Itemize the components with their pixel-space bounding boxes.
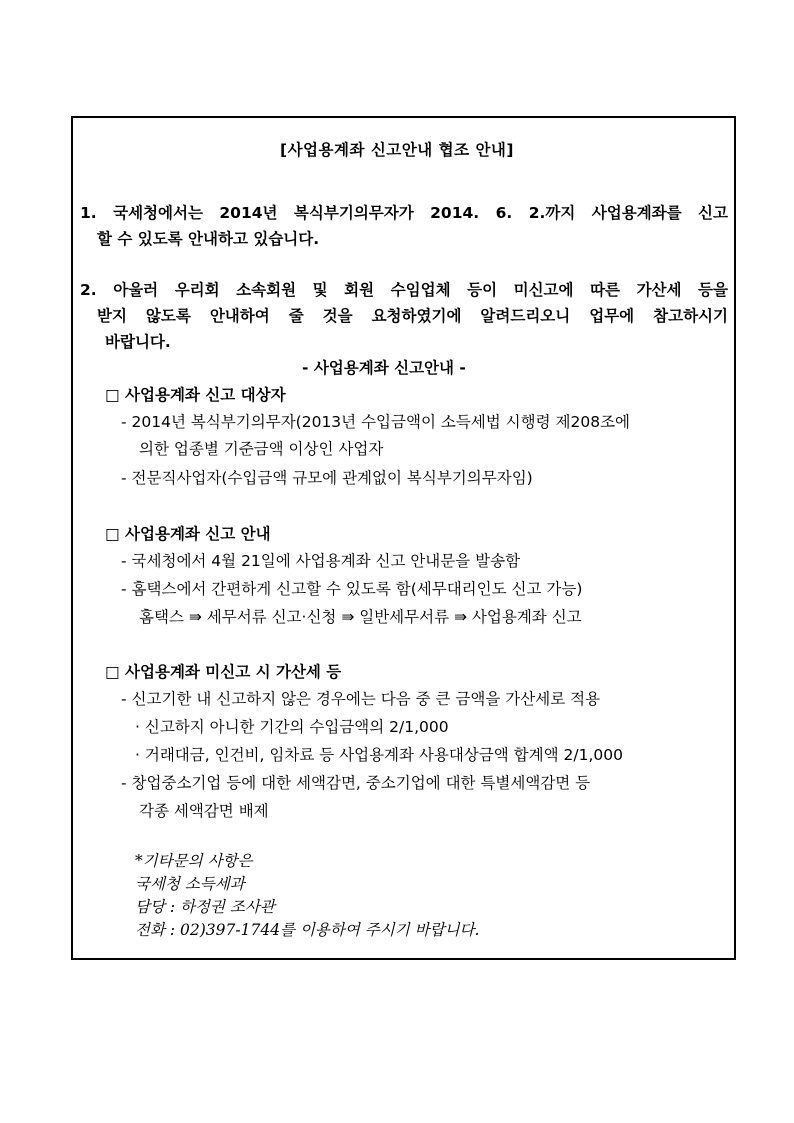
section-1-item: 의한 업종별 기준금액 이상인 사업자 bbox=[139, 440, 384, 458]
contact-line: 전화 : 02)397-1744를 이용하여 주시기 바랍니다. bbox=[135, 921, 480, 939]
section-2-item: - 홈택스에서 간편하게 신고할 수 있도록 함(세무대리인도 신고 가능) bbox=[121, 580, 583, 598]
paragraph-1-line-1: 1. 국세청에서는 2014년 복식부기의무자가 2014. 6. 2.까지 사업용계좌를 신고 bbox=[80, 204, 728, 222]
section-1-item: - 2014년 복식부기의무자(2013년 수입금액이 소득세법 시행령 제208조에 bbox=[121, 413, 631, 431]
section-2-item: - 국세청에서 4월 21일에 사업용계좌 신고 안내문을 발송함 bbox=[121, 552, 521, 570]
paragraph-1-line-2: 할 수 있도록 안내하고 있습니다. bbox=[97, 230, 320, 248]
contact-line: *기타문의 사항은 bbox=[135, 852, 253, 870]
paragraph-2-line-2: 받지 않도록 안내하여 줄 것을 요청하였기에 알려드리오니 업무에 참고하시기 bbox=[97, 307, 728, 325]
section-3-heading: □ 사업용계좌 미신고 시 가산세 등 bbox=[105, 663, 342, 681]
paragraph-2-line-1: 2. 아울러 우리회 소속회원 및 회원 수임업체 등이 미신고에 따른 가산세 등을 bbox=[80, 281, 728, 299]
paragraph-2-line-3: 바랍니다. bbox=[105, 333, 171, 351]
section-2-heading: □ 사업용계좌 신고 안내 bbox=[105, 525, 271, 543]
section-3-item: · 거래대금, 인건비, 임차료 등 사업용계좌 사용대상금액 합계액 2/1,000 bbox=[135, 746, 623, 764]
section-3-item: - 신고기한 내 신고하지 않은 경우에는 다음 중 큰 금액을 가산세로 적용 bbox=[121, 690, 601, 708]
page-title: [사업용계좌 신고안내 협조 안내] bbox=[279, 141, 514, 159]
section-1-heading: □ 사업용계좌 신고 대상자 bbox=[105, 386, 286, 404]
section-1-item: - 전문직사업자(수입금액 규모에 관계없이 복식부기의무자임) bbox=[121, 469, 533, 487]
subtitle: - 사업용계좌 신고안내 - bbox=[302, 359, 466, 377]
section-3-item: - 창업중소기업 등에 대한 세액감면, 중소기업에 대한 특별세액감면 등 bbox=[121, 774, 591, 792]
section-3-item: · 신고하지 아니한 기간의 수입금액의 2/1,000 bbox=[135, 718, 449, 736]
contact-line: 담당 : 하정권 조사관 bbox=[135, 898, 275, 916]
contact-line: 국세청 소득세과 bbox=[135, 875, 245, 893]
section-3-item: 각종 세액감면 배제 bbox=[139, 802, 269, 820]
section-2-item: 홈택스 ⇛ 세무서류 신고·신청 ⇛ 일반세무서류 ⇛ 사업용계좌 신고 bbox=[139, 608, 582, 626]
